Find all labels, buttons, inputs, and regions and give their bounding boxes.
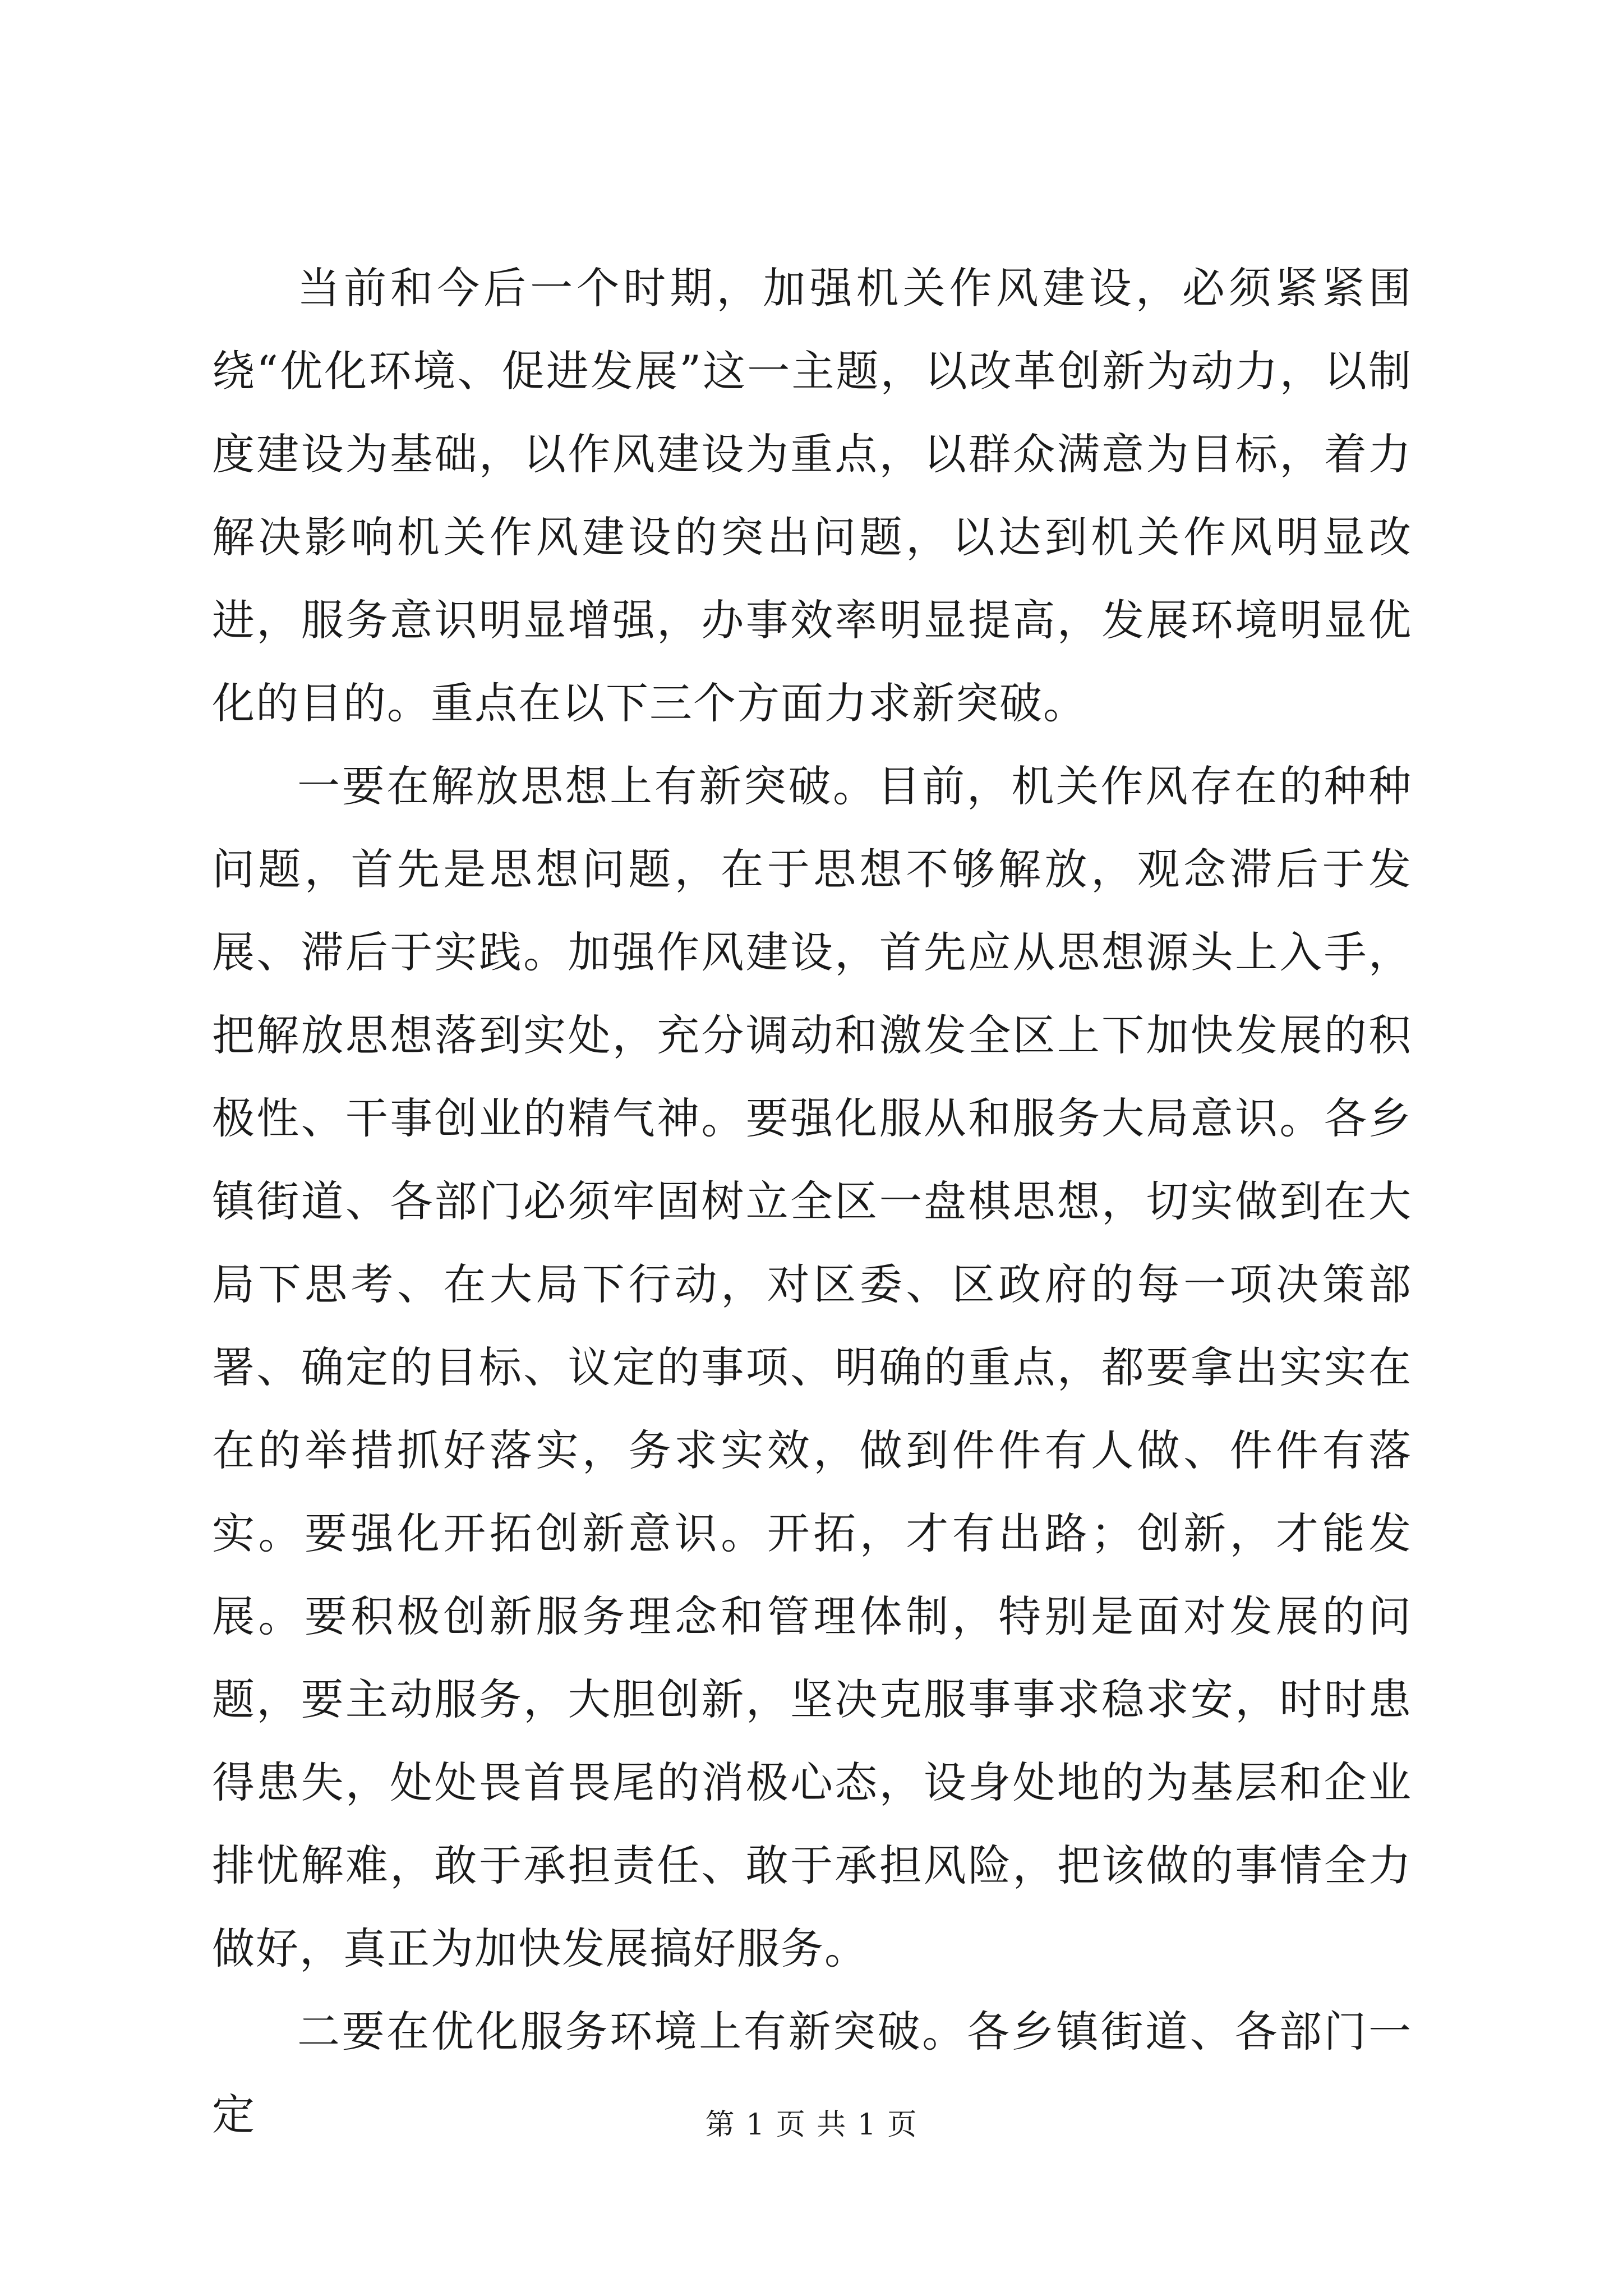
document-body <box>212 247 1412 2156</box>
page-footer: 第 1 页 共 1 页 <box>705 2108 918 2142</box>
paragraph-emancipate-thinking: 一要在解放思想上有新突破。目前，机关作风存在的种种问题，首先是思想问题，在于思想不够解放，观念滞后于发展、滞后于实践。加强作风建设，首先应从思想源头上入手，把解放思想落到实处，充分调动和激发全区上下加快发展的积极性、干事创业的精气神。要强化服从和服务大局意识。各乡镇街道、各部门必须牢固树立全区一盘棋思想，切实做到在大局下思考、在大局下行动，对区委、区政府的每一项决策部署、确定的目标、议定的事项、明确的重点，都要拿出实实在在的举措抓好落实，务求实效，做到件件有人做、件件有落实。要强化开拓创新意识。开拓，才有出路；创新，才能发展。要积极创新服务理念和管理体制，特别是面对发展的问题，要主动服务，大胆创新，坚决克服事事求稳求安，时时患得患失，处处畏首畏尾的消极心态，设身处地的为基层和企业排忧解难，敢于承担责任、敢于承担风险，把该做的事情全力做好，真正为加快发展搞好服务。 <box>212 761 1412 1973</box>
paragraph-optimize-service: 二要在优化服务环境上有新突破。各乡镇街道、各部门一定 <box>212 2007 1412 2139</box>
paragraph-intro: 当前和今后一个时期，加强机关作风建设，必须紧紧围绕“优化环境、促进发展”这一主题，以改革创新为动力，以制度建设为基础，以作风建设为重点，以群众满意为目标，着力解决影响机关作风建设的突出问题，以达到机关作风明显改进，服务意识明显增强，办事效率明显提高，发展环境明显优化的目的。重点在以下三个方面力求新突破。 <box>212 263 1412 728</box>
